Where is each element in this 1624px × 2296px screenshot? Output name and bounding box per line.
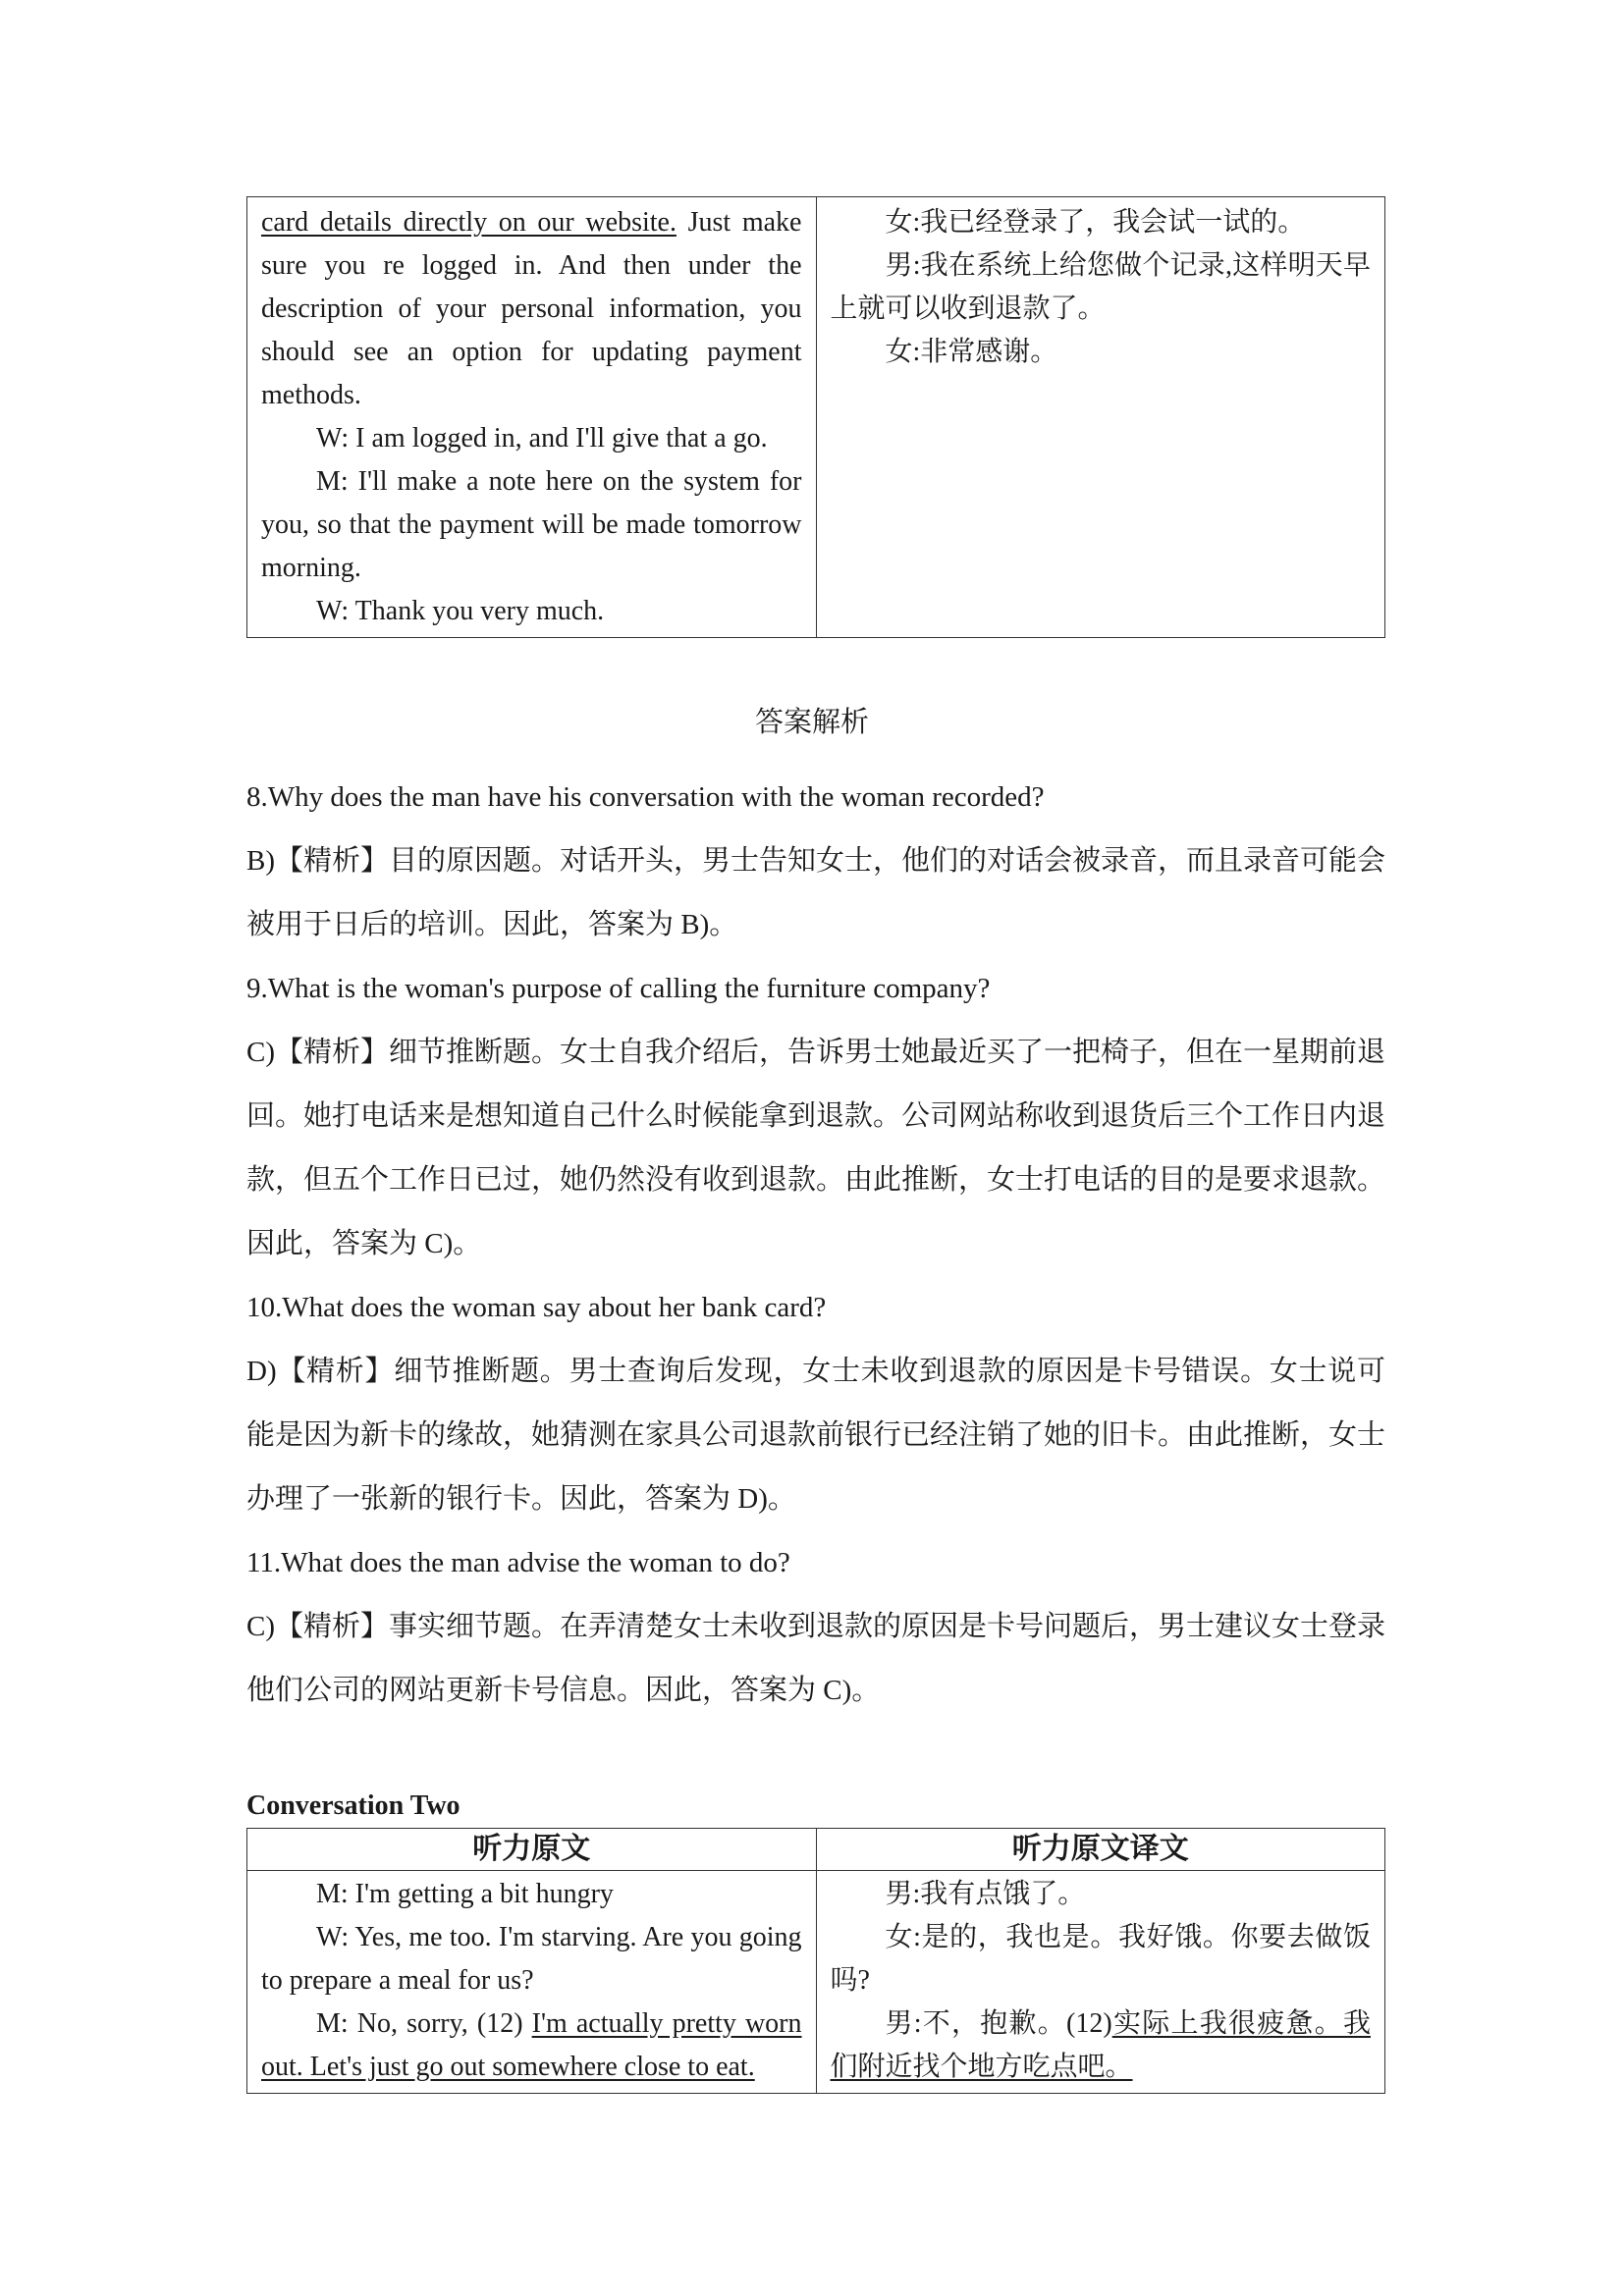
section-title: 答案解析	[754, 707, 869, 738]
question: 11.What does the man advise the woman to do?	[246, 1547, 790, 1578]
answer-analysis	[246, 766, 1385, 1723]
header-original-text: 听力原文	[247, 1829, 817, 1871]
header-translation: 听力原文译文	[816, 1829, 1385, 1871]
answer-explanation: B)【精析】目的原因题。对话开头，男士告知女士，他们的对话会被录音，而且录音可能会被用于日后的培训。因此，答案为 B)。	[246, 845, 1386, 940]
answer-explanation: C)【精析】事实细节题。在弄清楚女士未收到退款的原因是卡号问题后，男士建议女士登录他们公司的网站更新卡号信息。因此，答案为 C)。	[246, 1611, 1386, 1706]
transcript-line: W: Yes, me too. I'm starving. Are you going to prepare a meal for us?	[261, 1922, 802, 1996]
underlined-answer-text: I'm actually pretty worn out. Let's just go out somewhere close to eat.	[261, 2008, 802, 2082]
transcript-line: M: I'm getting a bit hungry	[316, 1879, 614, 1909]
english-transcript-cell	[247, 1871, 817, 2094]
english-transcript-cell	[247, 197, 817, 638]
question: 10.What does the woman say about her bank card?	[246, 1292, 827, 1323]
translation-line: 男:我有点饿了。	[885, 1879, 1086, 1909]
translation-line: 女:我已经登录了，我会试一试的。	[885, 207, 1306, 238]
translation-line: 男:我在系统上给您做个记录,这样明天早上就可以收到退款了。	[830, 250, 1371, 324]
chinese-translation-cell	[816, 197, 1385, 638]
transcript-line: M: I'll make a note here on the system for you, so that the payment will be made tomorrow morning.	[261, 466, 802, 583]
question: 9.What is the woman's purpose of calling the furniture company?	[246, 973, 991, 1004]
conversation-title: Conversation Two	[246, 1790, 460, 1821]
dialogue-table-continued	[246, 196, 1385, 638]
answer-explanation: D)【精析】细节推断题。男士查询后发现，女士未收到退款的原因是卡号错误。女士说可能是因为新卡的缘故，她猜测在家具公司退款前银行已经注销了她的旧卡。由此推断，女士办理了一张新的银行卡。因此，答案为 D)。	[246, 1356, 1386, 1515]
transcript-paragraph	[261, 201, 802, 417]
translation-line	[831, 2002, 1372, 2089]
transcript-line: W: I am logged in, and I'll give that a go.	[316, 423, 768, 454]
transcript-line	[261, 2002, 802, 2089]
answer-explanation: C)【精析】细节推断题。女士自我介绍后，告诉男士她最近买了一把椅子，但在一星期前退回。她打电话来是想知道自己什么时候能拿到退款。公司网站称收到退货后三个工作日内退款，但五个工作日已过，她仍然没有收到退款。由此推断，女士打电话的目的是要求退款。因此，答案为 C)。	[246, 1037, 1386, 1259]
transcript-line: W: Thank you very much.	[316, 596, 605, 626]
question: 8.Why does the man have his conversation with the woman recorded?	[246, 781, 1045, 813]
translation-line: 女:是的，我也是。我好饿。你要去做饭吗?	[830, 1922, 1371, 1996]
transcript-text: M: No, sorry, (12)	[316, 2008, 532, 2039]
underlined-answer-text: card details directly on our website.	[261, 207, 677, 238]
translation-line: 女:非常感谢。	[885, 337, 1058, 367]
underlined-translation-text: 实际上我很疲惫。我们附近找个地方吃点吧。	[830, 2008, 1371, 2082]
transcript-text: Just make sure you re logged in. And then under the description of your personal information, you should see an option for updating payment methods.	[261, 207, 802, 410]
translation-text: 男:不，抱歉。(12)	[885, 2008, 1112, 2039]
conversation-two-table	[246, 1828, 1385, 2094]
chinese-translation-cell	[816, 1871, 1385, 2094]
